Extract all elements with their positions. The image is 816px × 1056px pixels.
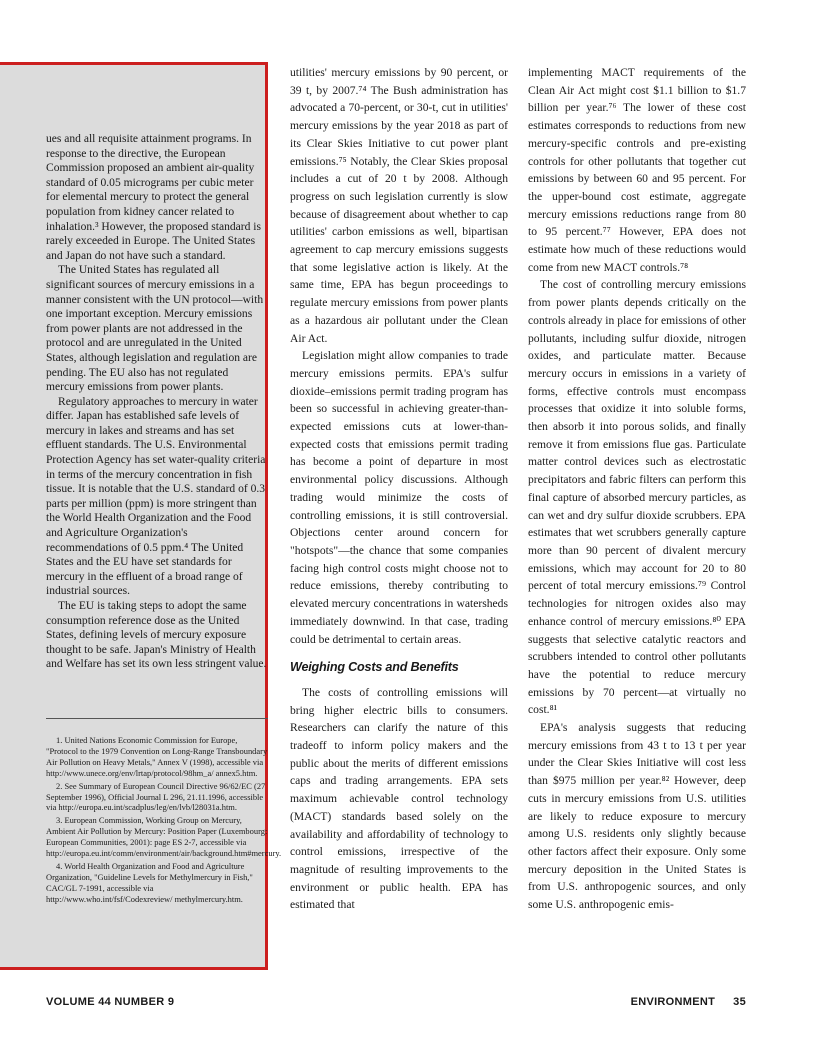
body-paragraph: EPA's analysis suggests that reducing mercury emissions from 43 t to 13 t per year under the Clear Skies Initiative will cost less than $975 million per year.⁸² However, deep cuts in mercury emissions from U.S. utilities are likely to reduce exposure to mercury among U.S. residents only slightly because other factors affect their exposure. Only some mercury deposition in the United States is from U.S. anthropogenic sources, and only some U.S. anthropogenic emis- <box>528 721 746 912</box>
note-item: 1. United Nations Economic Commission for Europe, "Protocol to the 1979 Convention on Long-Range Transboundary Air Pollution on Heavy Metals," Annex V (1998), accessible via http://www.unece.org/env/lrtap/protocol/98hm_a/ annex5.htm. <box>46 735 268 778</box>
sidebar-paragraph: Regulatory approaches to mercury in water differ. Japan has established safe levels of mercury in lakes and streams and has set effluent standards. The U.S. Environmental Protection Agency has set water-quality criteria in terms of the mercury concentration in fish tissue. It is notable that the U.S. standard of 0.3 parts per million (ppm) is more stringent than the World Health Organization and the Food and Agriculture Organization's recommendations of 0.5 ppm.⁴ The United States and the EU have set standards for mercury in the effluent of a broad range of industrial sources. <box>46 395 266 598</box>
right-column <box>528 64 746 914</box>
footer-journal <box>631 996 746 1008</box>
note-item: 3. European Commission, Working Group on Mercury, Ambient Air Pollution by Mercury: Position Paper (Luxembourg: European Communities, 2001): page ES 2-7, accessible via http://europa.eu.int/comm/environment/air/background.htm#mercury. <box>46 815 282 859</box>
sidebar-paragraph: ues and all requisite attainment programs. In response to the directive, the European Commission proposed an ambient air-quality standard of 0.05 micrograms per cubic meter for elemental mercury to protect the general population from kidney cancer related to inhalation.³ However, the proposed standard is rarely exceeded in Europe. The United States and Japan do not have such a standard. <box>46 133 261 262</box>
body-paragraph: utilities' mercury emissions by 90 percent, or 39 t, by 2007.⁷⁴ The Bush administration has advocated a 70-percent, or 30-t, cut in utilities' mercury emissions by the year 2018 as part of its Clear Skies Initiative to cut power plant emissions.⁷⁵ Notably, the Clear Skies proposal includes a cut of 20 t by 2008. Although progress on such legislation currently is slow because of disagreement about whether to cap utilities' carbon emissions as well, bipartisan agreement to cap mercury emissions suggests that some legislative action is likely. At the same time, EPA has begun proceedings to regulate mercury emissions from power plants as a hazardous air pollutant under the Clean Air Act. <box>290 66 508 345</box>
page-number: 35 <box>733 996 746 1008</box>
middle-column <box>290 64 508 914</box>
sidebar-notes <box>46 735 282 907</box>
sidebar-paragraph: The EU is taking steps to adopt the same consumption reference dose as the United States, defining levels of mercury exposure thought to be safe. Japan's Ministry of Health and Welfare has set its own less stringent value. <box>46 600 267 671</box>
sidebar-text <box>46 132 268 672</box>
journal-name: ENVIRONMENT <box>630 996 716 1008</box>
sidebar-paragraph: The United States has regulated all significant sources of mercury emissions in a manner consistent with the UN protocol—with one important exception. Mercury emissions from power plants are not addressed in the protocol and are unregulated in the United States, although legislation and regulation are pending. The EU also has not regulated mercury emissions from power plants. <box>46 264 264 394</box>
footer-volume: VOLUME 44 NUMBER 9 <box>46 996 175 1008</box>
notes-divider <box>46 718 268 719</box>
body-paragraph: implementing MACT requirements of the Clean Air Act might cost $1.1 billion to $1.7 billion per year.⁷⁶ The lower of these cost estimates corresponds to reductions from new mercury-specific controls and pre-existing controls for other pollutants that together cut emissions by between 60 and 95 percent. For the upper-bound cost estimate, aggregate mercury emissions reductions range from 80 to 95 percent.⁷⁷ However, EPA does not estimate how much of these reductions would come from new MACT controls.⁷⁸ <box>528 66 746 274</box>
section-heading: Weighing Costs and Benefits <box>290 660 459 675</box>
note-item: 4. World Health Organization and Food and Agriculture Organization, "Guideline Levels for Methylmercury in Fish," CAC/GL 7-1991, accessible via http://www.who.int/fsf/Codexreview/ methylmercury.htm. <box>46 860 253 904</box>
note-item: 2. See Summary of European Council Directive 96/62/EC (27 September 1996), Official Journal L 296, 21.11.1996, accessible via http://europa.eu.int/scadplus/leg/en/lvb/l28031a.htm. <box>46 780 266 813</box>
body-paragraph: The costs of controlling emissions will bring higher electric bills to consumers. Researchers can clarify the nature of this tradeoff to inform policy makers and the public about the merits of different emissions caps and trading arrangements. EPA sets maximum achievable control technology (MACT) standards based solely on the availability and affordability of technology to control emissions, irrespective of the magnitude of resulting improvements to the environment or public health. EPA has estimated that <box>290 685 508 912</box>
body-paragraph: Legislation might allow companies to trade mercury emissions permits. EPA's sulfur dioxide–emissions permit trading program has been so successful in achieving greater-than-expected emissions cuts at lower-than-expected costs that emissions permit trading has become a point of departure in most environmental policy discussions. Although trading would minimize the costs of controlling emissions, it is still controversial. Objections center around concern for "hotspots"—the chance that some companies facing high control costs might choose not to reduce emissions, thereby contributing to elevated mercury concentrations in watersheds immediately downwind. In that case, trading could be detrimental to certain areas. <box>290 349 508 646</box>
body-paragraph: The cost of controlling mercury emissions from power plants depends critically on the controls already in place for emissions of other pollutants, including sulfur dioxide, nitrogen oxides, and particulate matter. Because mercury occurs in emissions in a variety of forms, effective controls must encompass processes that oxidize it into soluble forms, then absorb it into porous solids, and finally remove it from emissions flue gas. Particulate matter control devices such as electrostatic precipitators and fabric filters can perform this final capture of absorbed mercury particles, as can wet and dry sulfur dioxide scrubbers. EPA estimates that wet scrubbers generally capture more than 90 percent of divalent mercury emissions, which may account for 20 to 80 percent of total mercury emissions.⁷⁹ Control technologies for nitrogen oxides also may enhance control of mercury emissions.⁸⁰ EPA suggests that selective catalytic reactors and scrubbers intended to control other pollutants have the potential to reduce mercury emissions by 70 percent—at virtually no cost.⁸¹ <box>528 278 746 717</box>
